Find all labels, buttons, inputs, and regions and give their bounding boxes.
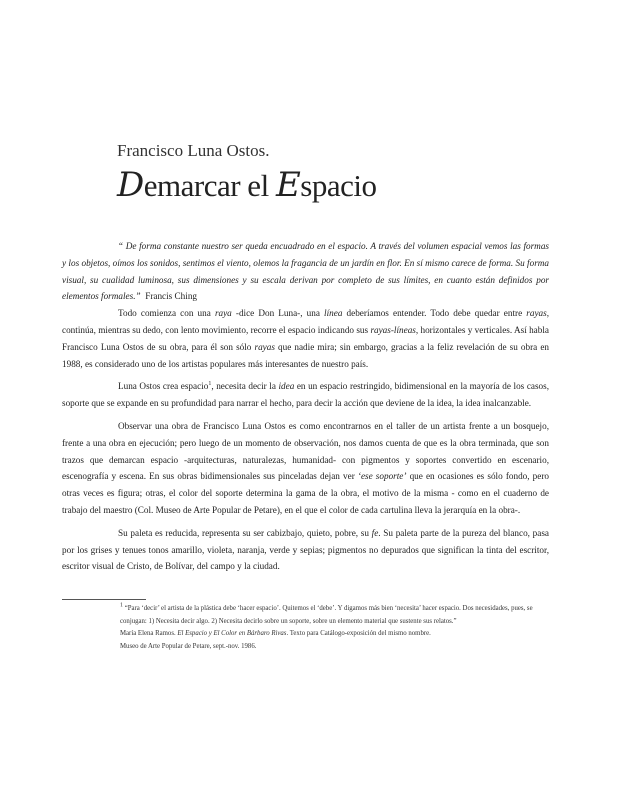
p3-text-a: Observar una obra de Francisco Luna Ostos es como encontrarnos en el taller de un artista frente a un bosquejo, frente a una obra en ejecución; pero luego de un momento de observación, nos damos cuenta de que es la obra terminada, que son trazos que demarcan espacio -arquitecturas, naturalezas, humanidad- con pigmentos y soportes convertido en escenario, escenografía y escena. En sus obras bidimensionales sus pinceladas dejan ver: [62, 420, 549, 482]
footnote-venue: [120, 641, 552, 654]
p3-em-soporte: ‘ese soporte’: [357, 471, 407, 482]
p4-em-fe: fe: [371, 527, 379, 538]
footnote-marker-1: 1: [120, 602, 123, 609]
p1-text-c: deberíamos entender. Todo debe quedar entre: [342, 308, 527, 319]
citation-rest: . Texto para Catálogo-exposición del mismo nombre.: [286, 630, 431, 638]
citation-author: María Elena Ramos.: [120, 630, 178, 638]
paragraph-3: [62, 418, 549, 519]
p1-em-linea: línea: [324, 308, 343, 319]
epigraph-quote: [62, 238, 549, 305]
citation-title: El Espacio y El Color en Bárbaro Rivas: [177, 630, 287, 638]
footnote-divider: [62, 599, 146, 600]
title-initial-e: E: [275, 165, 301, 205]
footnote-ref-1: 1: [208, 381, 212, 388]
quote-author: Francis Ching: [145, 291, 198, 302]
p2-text-c: en un espacio restringido, bidimensional en la mayoría de los casos, soporte que se expande en su profundidad para narrar el hecho, para decir la acción que deviene de la idea, la idea inalcanzable.: [62, 381, 550, 409]
p1-em-rayas-lineas: rayas-líneas: [370, 324, 416, 335]
footnote-1: [120, 603, 552, 628]
p2-text-a: Luna Ostos crea espacio: [118, 381, 209, 392]
paragraph-2: [62, 378, 549, 412]
citation-venue: Museo de Arte Popular de Petare, sept.-nov. 1986.: [120, 642, 257, 650]
footnotes: [120, 603, 552, 653]
p1-text-b: -dice Don Luna-, una: [231, 308, 325, 319]
title-initial-d: D: [117, 165, 144, 205]
footnote-1-text: “Para ‘decir’ el artista de la plástica debe ‘hacer espacio’. Quitemos el ‘debe’. Y digamos más bien ‘necesita’ hacer espacio. Dos necesidades, pues, se conjugan: 1) Necesita decir algo. 2) Necesita decirlo sobre un soporte, sobre un elemento material que sustente sus relatos.”: [120, 605, 533, 625]
p4-text-a: Su paleta es reducida, representa su ser cabizbajo, quieto, pobre, su: [118, 527, 372, 538]
title-text-2: spacio: [300, 168, 377, 203]
p3-text-b: que en ocasiones es sólo fondo, pero otras veces es figura; otras, el color del soporte determina la gama de la obra, el motivo de la misma - como en el cuaderno de trabajo del maestro (Col. Museo de Arte Popular de Petare), en el que el color de cada cartulina lleva la jerarquía en la obra-.: [62, 471, 549, 515]
quote-text: “ De forma constante nuestro ser queda encuadrado en el espacio. A través del volumen espacial vemos las formas y los objetos, oímos los sonidos, sentimos el viento, olemos la fragancia de un jardín en flor. En sí mismo carece de forma. Su forma visual, su cualidad luminosa, sus dimensiones y su escala derivan por completo de sus límites, en cuanto están definidos por elementos formales.”: [62, 241, 549, 302]
body-text: [62, 238, 549, 575]
paragraph-4: [62, 525, 549, 575]
title-text-1: emarcar el: [143, 168, 276, 203]
p2-em-idea: idea: [278, 381, 295, 392]
p1-em-raya: raya: [214, 308, 232, 319]
page-title: [117, 165, 376, 205]
paragraph-1: [62, 305, 549, 372]
p2-text-b: , necesita decir la: [211, 381, 279, 392]
p1-text-f: que nadie mira; sin embargo, gracias a la feliz revelación de su obra en 1988, es considerado uno de los artistas populares más interesantes de nuestro país.: [62, 341, 549, 369]
author-name: Francisco Luna Ostos.: [117, 141, 270, 160]
p4-text-b: . Su paleta parte de la pureza del blanco, pasa por los grises y tenues tonos amarillo, violeta, naranja, verde y sepias; pigmentos no depurados que significan la tinta del escritor, escritor visual de Cristo, de Bolívar, del campo y la ciudad.: [62, 527, 549, 572]
p1-text-e: , horizontales y verticales. Así habla Francisco Luna Ostos de su obra, para él son sólo: [62, 324, 549, 352]
p1-text-d: continúa, mientras su dedo, con lento movimiento, recorre el espacio indicando sus: [62, 324, 371, 335]
p1-em-rayas: rayas,: [526, 308, 549, 319]
p1-em-rayas-2: rayas: [254, 341, 275, 352]
p1-text-a: Todo comienza con una: [118, 308, 215, 319]
footnote-citation: [120, 628, 552, 641]
